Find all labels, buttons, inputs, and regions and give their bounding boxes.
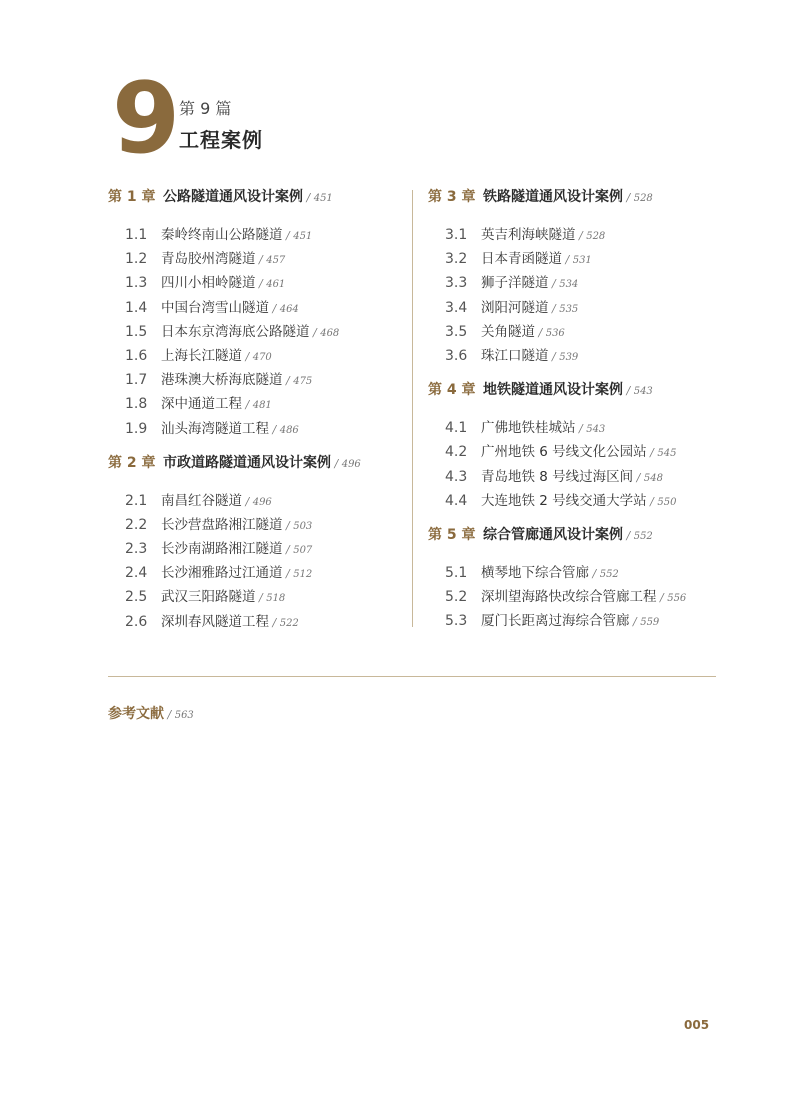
section-entry[interactable] <box>108 610 408 634</box>
section-title: 横琴地下综合管廊 <box>481 564 589 581</box>
page-separator: / <box>623 528 634 542</box>
section-entry[interactable] <box>108 271 408 295</box>
part-subtitle: 第 9 篇 <box>179 99 232 118</box>
section-number: 1.4 <box>125 299 148 316</box>
section-title: 珠江口隧道 <box>481 347 549 364</box>
section-number: 1.5 <box>125 323 148 340</box>
section-entry[interactable] <box>428 561 728 585</box>
section-entry[interactable] <box>428 440 728 464</box>
section-number: 3.4 <box>445 299 468 316</box>
toc-column-left <box>108 185 408 644</box>
section-entry[interactable] <box>108 561 408 585</box>
page-separator: / <box>282 229 294 242</box>
section-title: 港珠澳大桥海底隧道 <box>161 372 283 389</box>
page-separator: / <box>282 518 294 532</box>
section-title: 长沙湘雅路过江通道 <box>161 565 283 582</box>
references-entry[interactable] <box>108 703 194 723</box>
section-entry[interactable] <box>428 609 728 633</box>
section-page: 534 <box>559 279 579 291</box>
chapter-number: 第 1 章 <box>108 189 156 205</box>
section-number: 2.4 <box>125 565 148 582</box>
chapter-title: 综合管廊通风设计案例 <box>483 526 623 543</box>
chapter-page: 552 <box>633 530 653 542</box>
page-separator: / <box>548 301 560 315</box>
section-entry[interactable] <box>108 296 408 320</box>
page-separator: / <box>548 349 560 363</box>
section-page: 543 <box>586 424 606 436</box>
chapter-page: 543 <box>633 386 653 398</box>
section-entry[interactable] <box>108 223 408 247</box>
section-page: 507 <box>293 545 313 557</box>
section-title: 深圳春风隧道工程 <box>161 613 269 630</box>
page-separator: / <box>269 422 280 436</box>
section-number: 4.3 <box>445 468 468 485</box>
page-separator: / <box>646 446 658 460</box>
section-entry[interactable] <box>428 465 728 489</box>
section-number: 1.7 <box>125 372 148 389</box>
page-separator: / <box>242 494 253 508</box>
part-title: 工程案例 <box>179 128 263 152</box>
section-page: 464 <box>279 303 299 315</box>
section-page: 522 <box>279 617 299 629</box>
section-page: 451 <box>293 231 313 242</box>
section-entry[interactable] <box>428 271 728 295</box>
page-separator: / <box>575 422 587 436</box>
chapter-page: 451 <box>313 193 333 204</box>
section-page: 486 <box>279 424 299 436</box>
section-title: 狮子洋隧道 <box>481 275 549 292</box>
section-title: 厦门长距离过海综合管廊 <box>481 613 630 630</box>
chapter-title: 地铁隧道通风设计案例 <box>483 382 623 399</box>
section-number: 2.6 <box>125 613 148 630</box>
section-title: 关角隧道 <box>481 323 535 340</box>
section-list <box>428 561 728 634</box>
page-separator: / <box>242 349 253 363</box>
page-separator: / <box>282 567 294 581</box>
section-entry[interactable] <box>108 537 408 561</box>
chapter-entry[interactable] <box>108 451 408 475</box>
section-page: 531 <box>572 255 592 267</box>
section-title: 日本东京湾海底公路隧道 <box>161 323 310 340</box>
section-entry[interactable] <box>428 585 728 609</box>
section-title: 青岛胶州湾隧道 <box>161 251 256 268</box>
chapter-page: 496 <box>341 458 361 470</box>
section-title: 浏阳河隧道 <box>481 299 549 316</box>
section-entry[interactable] <box>108 344 408 368</box>
section-number: 3.3 <box>445 275 468 292</box>
page-separator: / <box>303 191 314 204</box>
section-title: 秦岭终南山公路隧道 <box>161 227 283 243</box>
section-entry[interactable] <box>108 392 408 416</box>
section-page: 559 <box>640 617 660 629</box>
section-title: 青岛地铁 8 号线过海区间 <box>481 468 634 485</box>
references-page: 563 <box>174 710 194 721</box>
section-number: 1.3 <box>125 275 148 292</box>
page-separator: / <box>629 615 641 629</box>
section-entry[interactable] <box>428 344 728 368</box>
section-entry[interactable] <box>428 320 728 344</box>
section-number: 3.5 <box>445 323 468 340</box>
section-entry[interactable] <box>108 320 408 344</box>
section-entry[interactable] <box>108 247 408 271</box>
chapter-number: 第 5 章 <box>428 526 476 543</box>
chapter-title: 铁路隧道通风设计案例 <box>483 189 623 205</box>
part-number: 9 <box>112 62 179 176</box>
section-entry[interactable] <box>428 489 728 513</box>
section-entry[interactable] <box>108 585 408 609</box>
horizontal-divider <box>108 676 716 677</box>
section-entry[interactable] <box>428 296 728 320</box>
section-number: 4.4 <box>445 492 468 509</box>
section-number: 2.3 <box>125 541 148 558</box>
section-page: 539 <box>559 351 579 363</box>
section-page: 518 <box>266 593 286 605</box>
chapter-entry[interactable] <box>428 185 728 209</box>
section-entry[interactable] <box>108 417 408 441</box>
column-divider <box>412 190 413 627</box>
section-number: 5.3 <box>445 613 468 630</box>
section-number: 3.1 <box>445 227 468 243</box>
section-list <box>108 489 408 634</box>
section-title: 四川小相岭隧道 <box>161 275 256 292</box>
section-number: 5.1 <box>445 564 468 581</box>
references-title: 参考文献 <box>108 706 164 722</box>
chapter-page: 528 <box>633 193 653 204</box>
section-title: 大连地铁 2 号线交通大学站 <box>481 492 647 509</box>
section-entry[interactable] <box>428 416 728 440</box>
section-title: 中国台湾雪山隧道 <box>161 299 269 316</box>
section-number: 4.2 <box>445 444 468 461</box>
page-separator: / <box>255 277 267 291</box>
chapter-title: 市政道路隧道通风设计案例 <box>163 454 331 471</box>
page-separator: / <box>309 325 321 339</box>
section-page: 470 <box>252 351 272 363</box>
page-separator: / <box>633 470 644 484</box>
section-page: 461 <box>266 279 286 291</box>
page-separator: / <box>623 191 634 204</box>
page-separator: / <box>255 591 267 605</box>
section-number: 1.8 <box>125 396 148 413</box>
section-number: 5.2 <box>445 589 468 606</box>
section-page: 536 <box>545 327 565 339</box>
section-list <box>108 223 408 441</box>
section-page: 545 <box>657 448 677 460</box>
page-separator: / <box>242 398 253 412</box>
section-entry[interactable] <box>428 223 728 247</box>
page-separator: / <box>562 253 573 267</box>
section-number: 1.1 <box>125 227 148 243</box>
page-separator: / <box>589 566 600 580</box>
section-page: 481 <box>252 400 272 412</box>
section-page: 535 <box>559 303 579 315</box>
section-title: 深中通道工程 <box>161 396 242 413</box>
section-number: 3.2 <box>445 251 468 268</box>
section-page: 548 <box>643 472 663 484</box>
section-list <box>428 223 728 368</box>
page-separator: / <box>535 325 546 339</box>
section-page: 550 <box>657 496 677 508</box>
chapter-entry[interactable] <box>108 185 408 209</box>
chapter-number: 第 4 章 <box>428 382 476 399</box>
toc-column-right <box>428 185 728 643</box>
section-title: 日本青函隧道 <box>481 251 562 268</box>
page-separator: / <box>269 615 280 629</box>
section-number: 1.9 <box>125 420 148 437</box>
chapter-number: 第 3 章 <box>428 189 476 205</box>
section-page: 503 <box>293 520 313 532</box>
page-separator: / <box>548 277 560 291</box>
section-number: 2.2 <box>125 516 148 533</box>
page-folio: 005 <box>684 1018 710 1032</box>
page-separator: / <box>623 384 634 398</box>
section-number: 4.1 <box>445 420 468 437</box>
page-separator: / <box>656 591 668 605</box>
section-page: 468 <box>320 327 340 339</box>
section-number: 3.6 <box>445 347 468 364</box>
section-number: 2.5 <box>125 589 148 606</box>
page-separator: / <box>282 543 294 557</box>
section-page: 475 <box>293 376 313 388</box>
page-separator: / <box>575 229 587 242</box>
section-title: 深圳望海路快改综合管廊工程 <box>481 589 657 606</box>
section-page: 528 <box>586 231 606 242</box>
section-entry[interactable] <box>108 513 408 537</box>
section-page: 457 <box>266 255 286 267</box>
section-number: 1.6 <box>125 347 148 364</box>
section-page: 496 <box>252 496 272 508</box>
page-separator: / <box>269 301 280 315</box>
section-title: 长沙营盘路湘江隧道 <box>161 516 283 533</box>
section-title: 武汉三阳路隧道 <box>161 589 256 606</box>
page-separator: / <box>255 253 267 267</box>
chapter-entry[interactable] <box>428 378 728 402</box>
section-entry[interactable] <box>428 247 728 271</box>
page-separator: / <box>282 374 294 388</box>
chapter-number: 第 2 章 <box>108 454 156 471</box>
page-separator: / <box>646 494 658 508</box>
page-separator: / <box>164 708 175 721</box>
section-title: 上海长江隧道 <box>161 347 242 364</box>
section-number: 2.1 <box>125 492 148 509</box>
section-page: 556 <box>667 593 687 605</box>
section-page: 512 <box>293 569 313 581</box>
section-entry[interactable] <box>108 489 408 513</box>
page-separator: / <box>331 456 342 470</box>
section-list <box>428 416 728 513</box>
chapter-entry[interactable] <box>428 523 728 547</box>
section-title: 广佛地铁桂城站 <box>481 420 576 437</box>
section-page: 552 <box>599 568 619 580</box>
chapter-title: 公路隧道通风设计案例 <box>163 189 303 205</box>
section-title: 广州地铁 6 号线文化公园站 <box>481 444 647 461</box>
section-title: 英吉利海峡隧道 <box>481 227 576 243</box>
section-title: 长沙南湖路湘江隧道 <box>161 541 283 558</box>
section-entry[interactable] <box>108 368 408 392</box>
section-title: 汕头海湾隧道工程 <box>161 420 269 437</box>
section-number: 1.2 <box>125 251 148 268</box>
section-title: 南昌红谷隧道 <box>161 492 242 509</box>
